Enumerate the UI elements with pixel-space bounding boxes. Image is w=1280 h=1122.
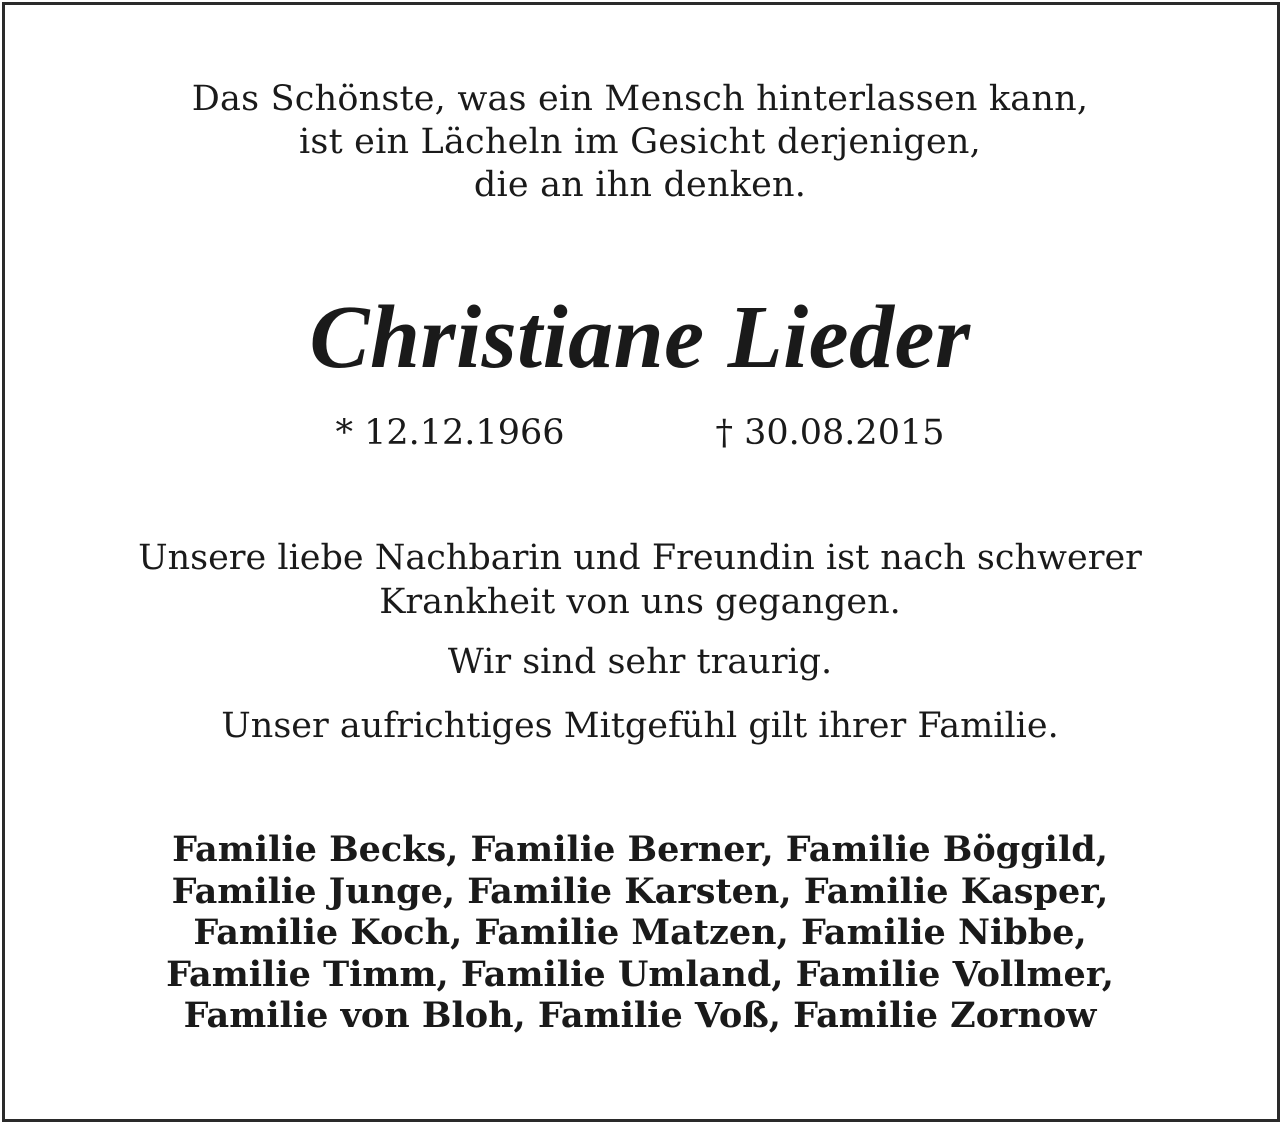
sad-message: Wir sind sehr traurig. — [447, 642, 833, 682]
message-line: Unsere liebe Nachbarin und Freundin ist nach schwerer — [138, 538, 1142, 578]
sympathy-message: Unser aufrichtiges Mitgefühl gilt ihrer Familie. — [221, 706, 1059, 746]
message-line: Krankheit von uns gegangen. — [379, 582, 901, 622]
families-line: Familie Becks, Familie Berner, Familie Böggild, — [172, 829, 1108, 870]
families-line: Familie Junge, Familie Karsten, Familie Kasper, — [171, 870, 1109, 912]
families-line: Familie Timm, Familie Umland, Familie Vollmer, — [166, 953, 1114, 995]
families-line: Familie von Bloh, Familie Voß, Familie Zornow — [183, 995, 1097, 1036]
quote-line: ist ein Lächeln im Gesicht derjenigen, — [299, 122, 981, 162]
birth-date: * 12.12.1966 — [335, 413, 565, 453]
life-dates — [0, 412, 1280, 454]
memorial-quote — [0, 78, 1280, 207]
quote-line: die an ihn denken. — [473, 165, 807, 205]
death-date: † 30.08.2015 — [715, 413, 945, 453]
quote-line: Das Schönste, was ein Mensch hinterlassen kann, — [191, 79, 1089, 119]
families-line: Familie Koch, Familie Matzen, Familie Nibbe, — [193, 912, 1087, 953]
signatory-families — [0, 829, 1280, 1037]
condolence-message — [0, 536, 1280, 624]
deceased-name: Christiane Lieder — [309, 288, 971, 387]
